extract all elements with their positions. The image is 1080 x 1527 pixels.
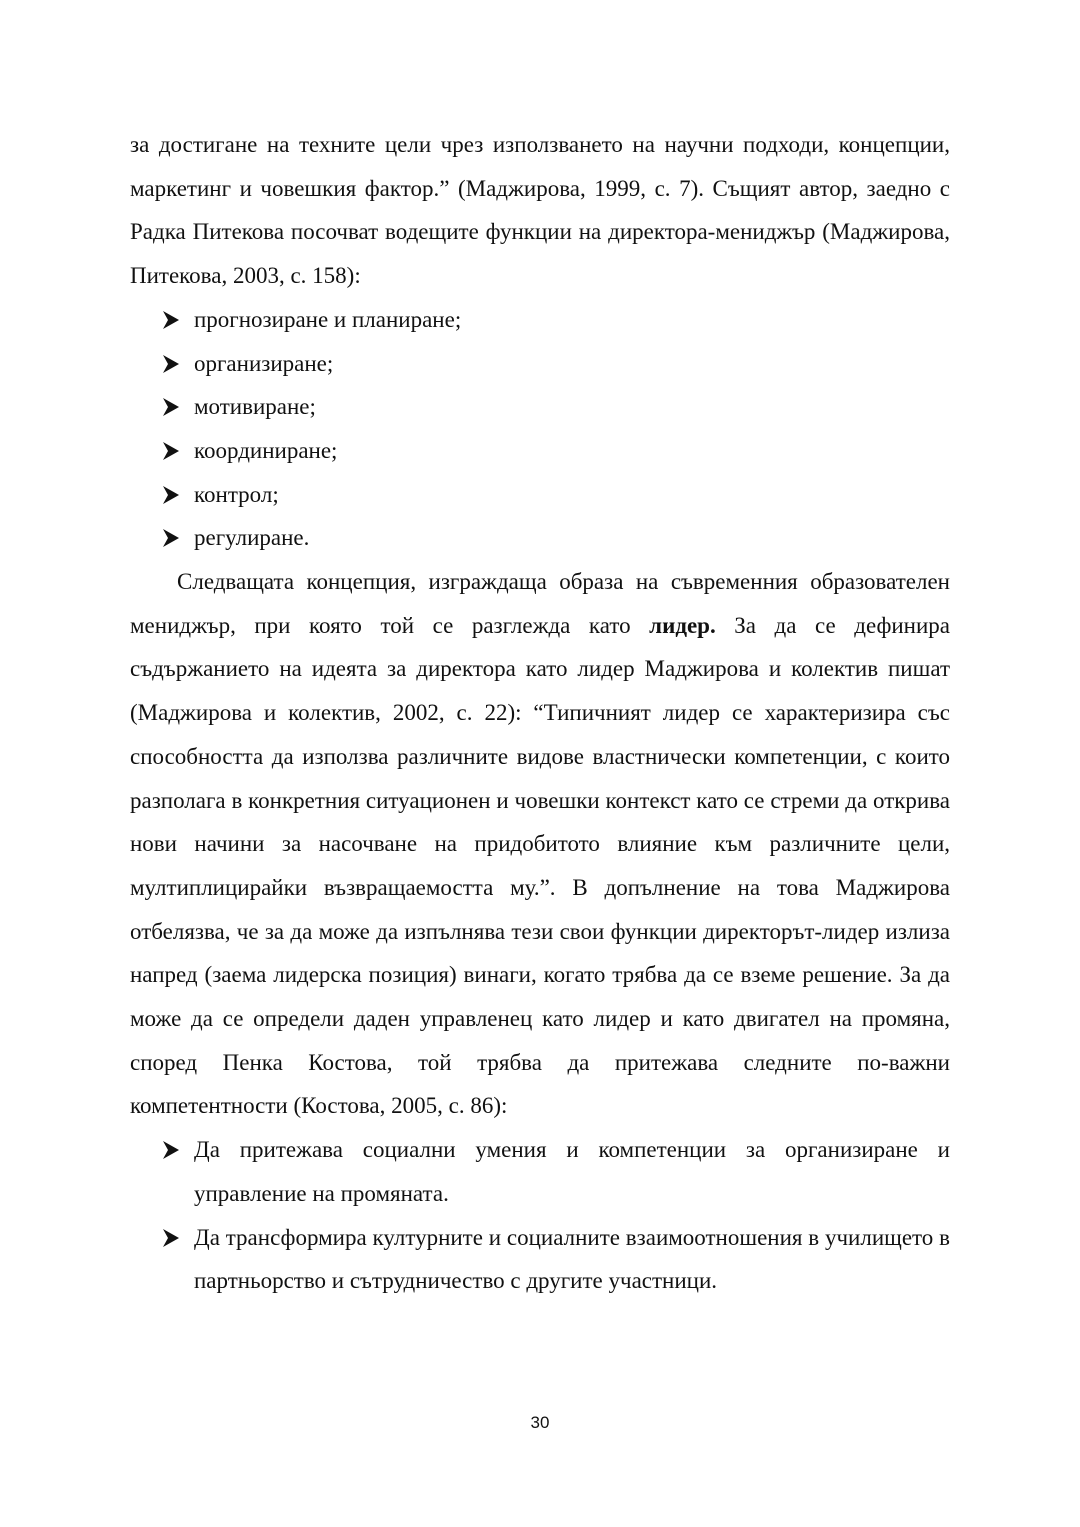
arrowhead-bullet-icon [163, 398, 179, 416]
page-number: 30 [530, 1413, 550, 1432]
list-item-text: координиране; [194, 437, 338, 463]
arrowhead-bullet-icon [163, 311, 179, 329]
list-item [163, 429, 950, 473]
list-item-text: мотивиране; [194, 394, 316, 420]
arrowhead-bullet-icon [163, 486, 179, 504]
paragraph-intro: за достигане на техните цели чрез използването на научни подходи, концепции, маркетинг и човешкия фактор.” (Маджирова, 1999, с. 7). Същият автор, заедно с Радка Питекова посочват водещите функции на директора-мениджър (Маджирова, Питекова, 2003, с. 158): [130, 132, 950, 289]
list-item-text: контрол; [194, 481, 279, 507]
list-item [163, 516, 950, 560]
list-item-text: организиране; [194, 350, 334, 376]
page-content [130, 123, 950, 1303]
leader-term: лидер. [649, 612, 716, 638]
functions-list [130, 298, 950, 560]
list-item [163, 298, 950, 342]
list-item-text: регулиране. [194, 525, 310, 551]
competencies-list [130, 1128, 950, 1303]
list-item [163, 385, 950, 429]
list-item [163, 1128, 950, 1215]
arrowhead-bullet-icon [163, 529, 179, 547]
list-item [163, 1216, 950, 1303]
list-item-text: Да притежава социални умения и компетенции за организиране и управление на промяната. [194, 1137, 950, 1206]
list-item-text: прогнозиране и планиране; [194, 306, 462, 332]
list-item [163, 342, 950, 386]
paragraph-leader-text-end: За да се дефинира съдържанието на идеята за директора като лидер Маджирова и колектив пишат (Маджирова и колектив, 2002, с. 22): “Типичният лидер се характеризира със способността да използва различните видове властнически компетенции, с които разполага в конкретния ситуационен и човешки контекст като се стреми да открива нови начини за насочване на придобитото влияние към различните цели, мултиплицирайки възвращаемостта му.”. В допълнение на това Маджирова отбелязва, че за да може да изпълнява тези свои функции директорът-лидер излиза напред (заема лидерска позиция) винаги, когато трябва да се вземе решение. За да може да се определи даден управленец като лидер и като двигател на промяна, според Пенка Костова, той трябва да притежава следните по-важни компетентности (Костова, 2005, с. 86): [130, 612, 950, 1119]
arrowhead-bullet-icon [163, 1141, 179, 1159]
arrowhead-bullet-icon [163, 355, 179, 373]
list-item-text: Да трансформира културните и социалните взаимоотношения в училището в партньорство и сътрудничество с другите участници. [194, 1224, 950, 1294]
arrowhead-bullet-icon [163, 442, 179, 460]
list-item [163, 473, 950, 517]
paragraph-leader [130, 560, 950, 1128]
paragraph-leader-text-start: Следващата концепция, изграждаща образа на съвременния образователен мениджър, при която той се разглежда като [130, 569, 950, 638]
arrowhead-bullet-icon [163, 1229, 179, 1247]
